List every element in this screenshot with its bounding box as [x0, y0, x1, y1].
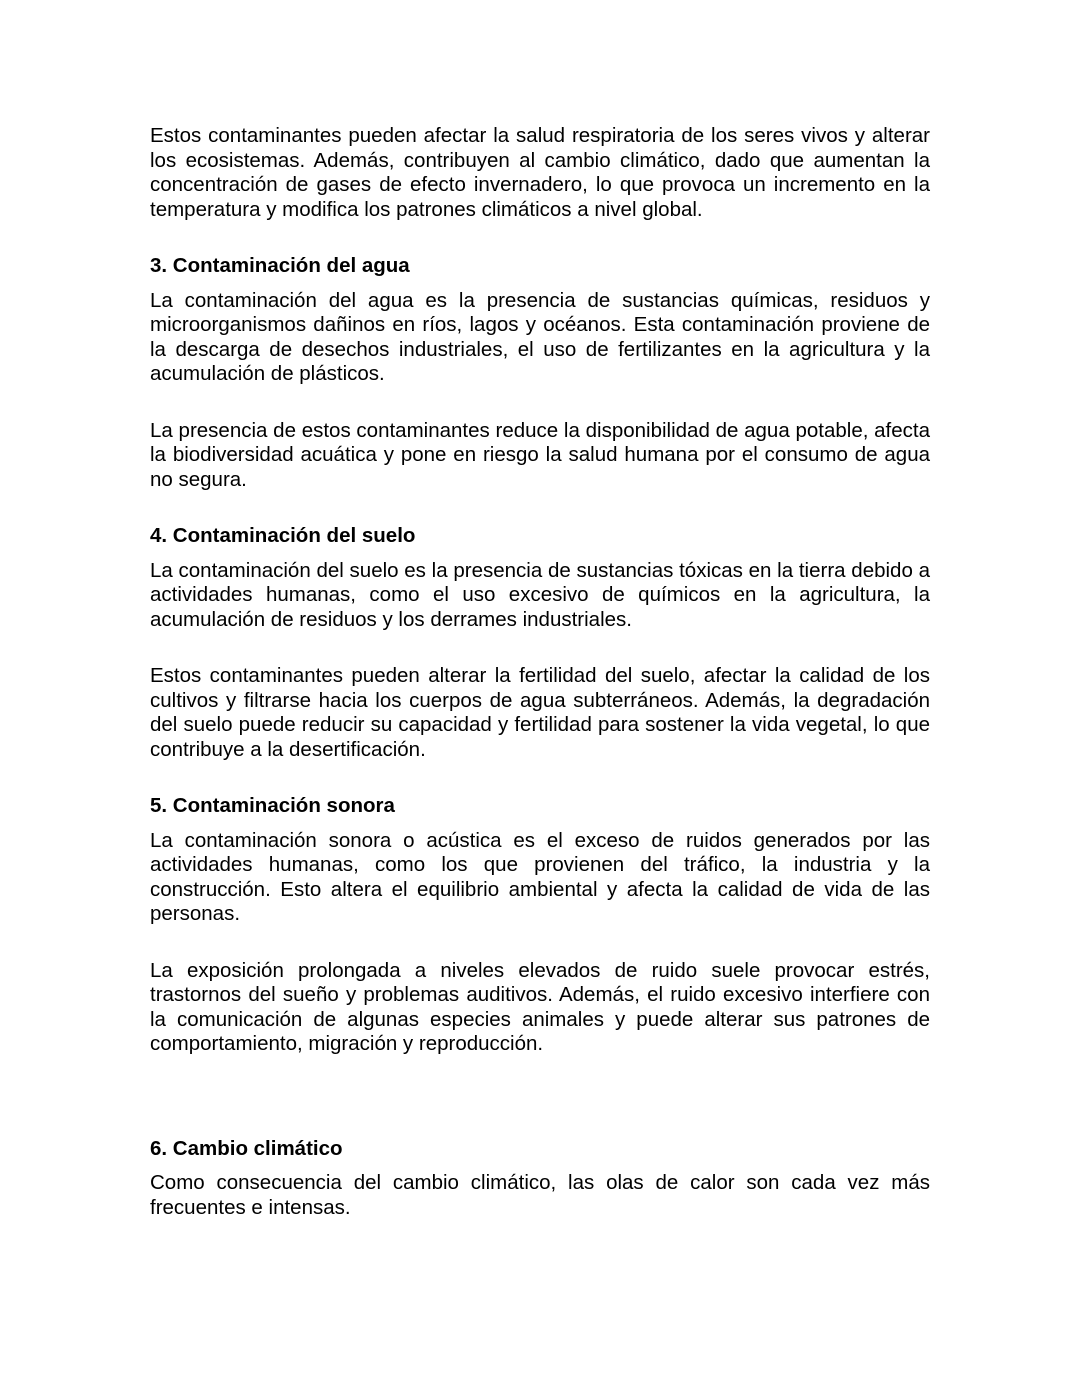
section-heading: 3. Contaminación del agua [150, 254, 410, 277]
section-heading: 6. Cambio climático [150, 1136, 343, 1160]
section-paragraph: La exposición prolongada a niveles elevados de ruido suele provocar estrés, trastornos del sueño y problemas auditivos. Además, el ruido excesivo interfiere con la comunicación de algunas especies animales y puede alterar sus patrones de comportamiento, migración y reproducción. [150, 958, 930, 1055]
section-paragraph: La contaminación del agua es la presencia de sustancias químicas, residuos y microorganismos dañinos en ríos, lagos y océanos. Esta contaminación proviene de la descarga de desechos industriales, el uso de fertilizantes en la agricultura y la acumulación de plásticos. [150, 288, 930, 385]
section-paragraph: La contaminación sonora o acústica es el exceso de ruidos generados por las actividades humanas, como los que provienen del tráfico, la industria y la construcción. Esto altera el equilibrio ambiental y afecta la calidad de vida de las personas. [150, 828, 930, 925]
section-noise-pollution [150, 794, 930, 1057]
section-paragraph: Como consecuencia del cambio climático, las olas de calor son cada vez más frecuentes e intensas. [150, 1171, 930, 1219]
section-water-pollution [150, 254, 930, 492]
section-heading: 4. Contaminación del suelo [150, 524, 416, 547]
section-paragraph: Estos contaminantes pueden alterar la fertilidad del suelo, afectar la calidad de los cultivos y filtrarse hacia los cuerpos de agua subterráneos. Además, la degradación del suelo puede reducir su capacidad y fertilidad para sostener la vida vegetal, lo que contribuye a la desertificación. [150, 664, 930, 761]
section-paragraph: La presencia de estos contaminantes reduce la disponibilidad de agua potable, afecta la biodiversidad acuática y pone en riesgo la salud humana por el consumo de agua no segura. [150, 418, 930, 491]
section-climate-change [150, 1137, 930, 1221]
intro-paragraph: Estos contaminantes pueden afectar la salud respiratoria de los seres vivos y alterar los ecosistemas. Además, contribuyen al cambio climático, dado que aumentan la concentración de gases de efecto invernadero, lo que provoca un incremento en la temperatura y modifica los patrones climáticos a nivel global. [150, 124, 930, 221]
section-soil-pollution [150, 524, 930, 762]
section-heading: 5. Contaminación sonora [150, 794, 395, 817]
section-paragraph: La contaminación del suelo es la presencia de sustancias tóxicas en la tierra debido a actividades humanas, como el uso excesivo de químicos en la agricultura, la acumulación de residuos y los derrames industriales. [150, 558, 930, 631]
document-page [150, 124, 930, 1220]
